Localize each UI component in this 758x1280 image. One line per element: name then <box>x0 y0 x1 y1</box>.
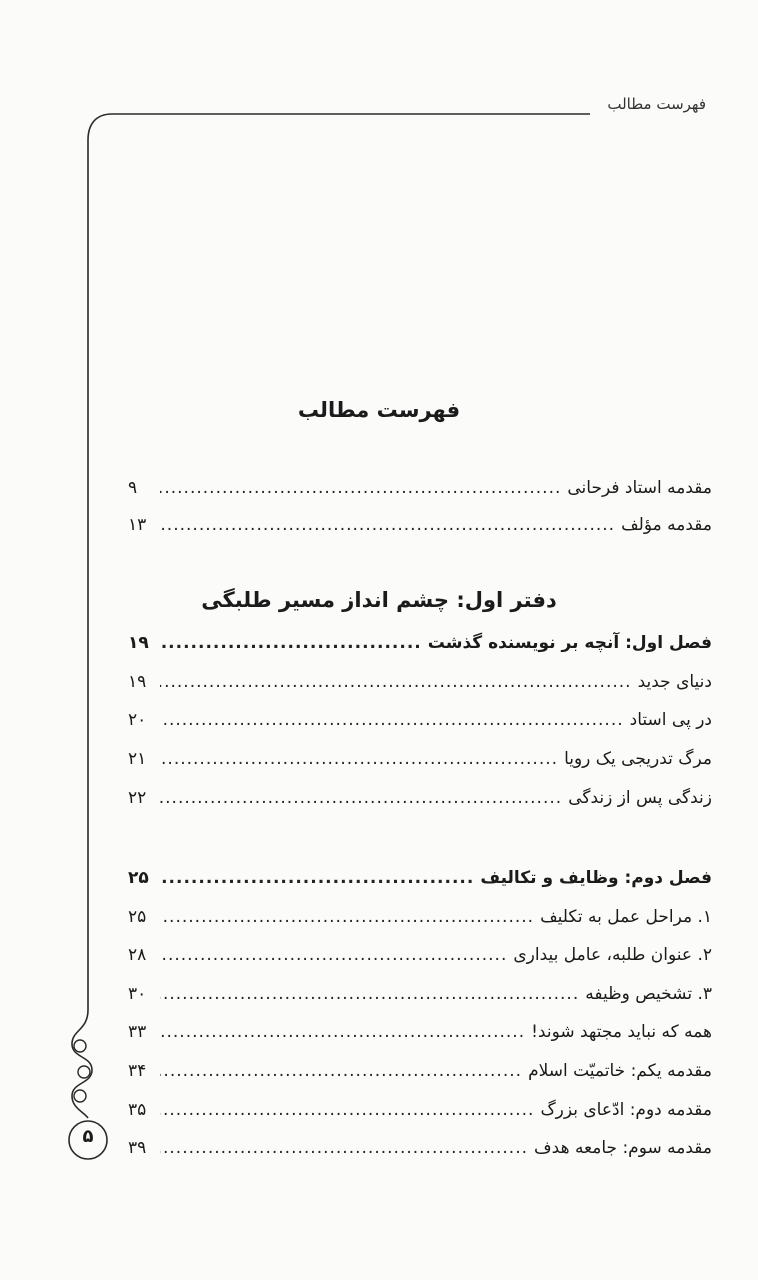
toc-entry-page: ۲۵ <box>128 907 147 927</box>
toc-entry-page: ۳۹ <box>128 1138 147 1158</box>
toc-entry-title: ۱. مراحل عمل به تکلیف <box>540 907 712 927</box>
toc-entry-title: مرگ تدریجی یک رویا <box>564 749 712 769</box>
toc-entry-title: مقدمه یکم: خاتمیّت اسلام <box>528 1061 712 1081</box>
toc-entry[interactable] <box>128 1061 712 1095</box>
dot-leader <box>160 710 624 730</box>
dot-leader <box>160 515 615 535</box>
dot-leader <box>160 633 422 653</box>
toc-entry-page: ۳۰ <box>128 984 147 1004</box>
part-title: دفتر اول: چشم انداز مسیر طلبگی <box>201 588 557 612</box>
dot-leader <box>160 907 534 927</box>
toc-entry-title: در پی استاد <box>629 710 712 730</box>
toc-entry-title: مقدمه مؤلف <box>621 515 712 535</box>
dot-leader <box>160 672 632 692</box>
toc-entry-title: فصل اول: آنچه بر نویسنده گذشت <box>427 633 712 653</box>
toc-entry-page: ۲۸ <box>128 945 147 965</box>
toc-entry-page: ۱۹ <box>128 633 149 653</box>
page-number: ۵ <box>82 1126 94 1147</box>
toc-entry-title: ۳. تشخیص وظیفه <box>585 984 712 1004</box>
toc-entry-title: دنیای جدید <box>637 672 712 692</box>
dot-leader <box>160 788 562 808</box>
toc-entry[interactable] <box>128 672 712 706</box>
dot-leader <box>160 984 579 1004</box>
toc-entry[interactable] <box>128 984 712 1018</box>
toc-entry-page: ۲۰ <box>128 710 147 730</box>
toc-title: فهرست مطالب <box>297 398 461 422</box>
dot-leader <box>160 868 474 888</box>
toc-entry-page: ۲۵ <box>128 868 149 888</box>
dot-leader <box>160 1100 534 1120</box>
toc-entry-title: ۲. عنوان طلبه، عامل بیداری <box>513 945 712 965</box>
toc-chapter-heading[interactable] <box>128 633 712 667</box>
toc-entry-title: فصل دوم: وظایف و تکالیف <box>480 868 712 888</box>
toc-entry[interactable] <box>128 1100 712 1134</box>
dot-leader <box>160 749 558 769</box>
toc-entry[interactable] <box>128 749 712 783</box>
toc-entry-title: مقدمه دوم: ادّعای بزرگ <box>540 1100 712 1120</box>
toc-entry-page: ۳۵ <box>128 1100 147 1120</box>
toc-entry-page: ۱۹ <box>128 672 147 692</box>
toc-chapter-heading[interactable] <box>128 868 712 902</box>
dot-leader <box>160 478 561 498</box>
toc-entry-page: ۳۴ <box>128 1061 147 1081</box>
dot-leader <box>160 945 507 965</box>
toc-entry-page: ۹ <box>128 478 138 498</box>
toc-entry-title: همه که نباید مجتهد شوند! <box>531 1022 712 1042</box>
toc-entry[interactable] <box>128 478 712 512</box>
toc-entry[interactable] <box>128 907 712 941</box>
toc-entry-page: ۲۲ <box>128 788 147 808</box>
toc-entry[interactable] <box>128 945 712 979</box>
toc-entry-title: مقدمه سوم: جامعه هدف <box>534 1138 712 1158</box>
toc-entry[interactable] <box>128 1022 712 1056</box>
toc-entry-page: ۲۱ <box>128 749 147 769</box>
toc-entry-page: ۳۳ <box>128 1022 147 1042</box>
toc-entry-title: زندگی پس از زندگی <box>568 788 712 808</box>
toc-entry-title: مقدمه استاد فرحانی <box>567 478 712 498</box>
toc-entry[interactable] <box>128 515 712 549</box>
toc-entry[interactable] <box>128 788 712 822</box>
dot-leader <box>160 1138 528 1158</box>
toc-entry[interactable] <box>128 710 712 744</box>
toc-entry[interactable] <box>128 1138 712 1172</box>
dot-leader <box>160 1022 525 1042</box>
dot-leader <box>160 1061 522 1081</box>
running-head: فهرست مطالب <box>607 95 706 113</box>
toc-entry-page: ۱۳ <box>128 515 147 535</box>
